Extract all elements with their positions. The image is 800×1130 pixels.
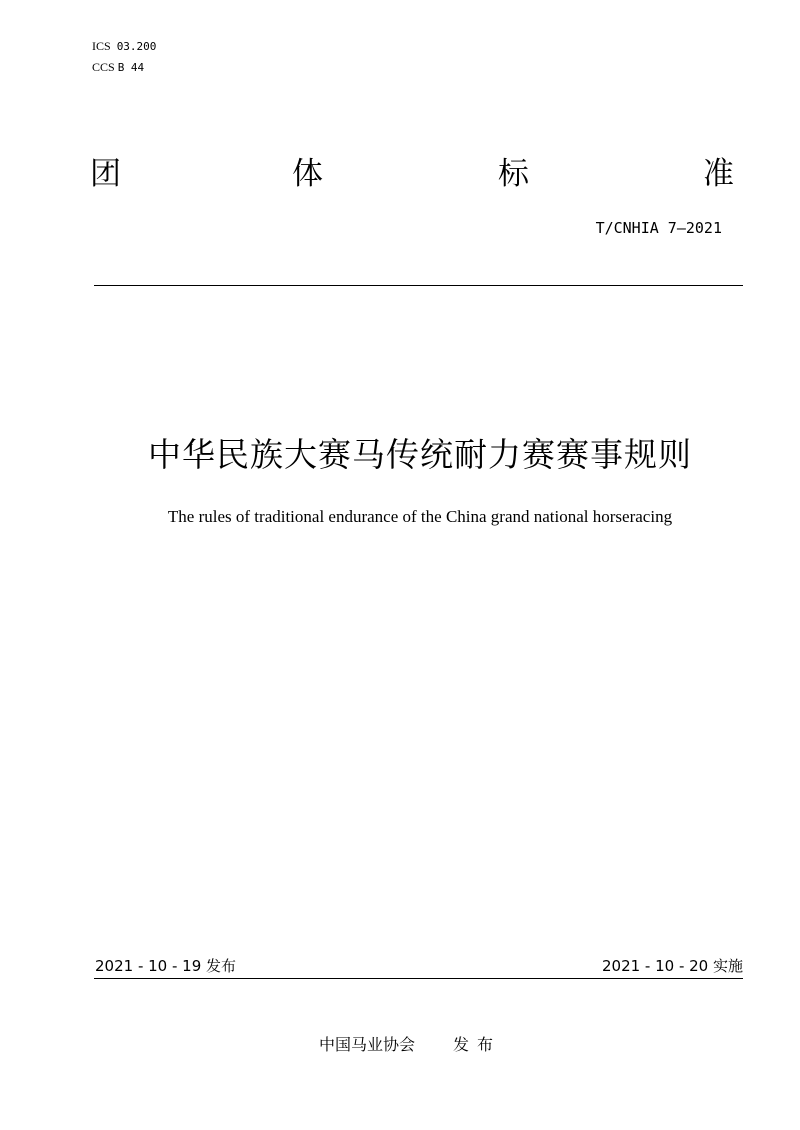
standard-type-char-4: 准: [703, 156, 734, 192]
header-divider: [94, 285, 743, 286]
ics-classification: [92, 39, 156, 54]
document-title-chinese: 中华民族大赛马传统耐力赛赛事规则: [148, 435, 692, 474]
publisher-name: 中国马业协会: [318, 1035, 415, 1054]
ics-code: 03.200: [116, 40, 157, 53]
standard-type-char-3: 标: [498, 156, 529, 192]
publisher-action: 发布: [453, 1035, 502, 1054]
implementation-date: 2021 - 10 - 20 实施: [601, 957, 743, 975]
standard-type-char-2: 体: [292, 156, 323, 192]
document-title-english: The rules of traditional endurance of the China grand national horseracing: [167, 507, 673, 526]
publisher-line: [0, 1034, 800, 1056]
issue-date: 2021 - 10 - 19 发布: [95, 957, 237, 975]
ccs-classification: [92, 60, 144, 75]
ccs-label: CCS: [92, 60, 115, 74]
footer-divider: [94, 978, 743, 979]
standard-type-char-1: 团: [90, 156, 121, 192]
standard-number: T/CNHIA 7—2021: [595, 219, 722, 237]
ccs-code: B 44: [117, 61, 145, 74]
ics-label: ICS: [92, 39, 111, 53]
